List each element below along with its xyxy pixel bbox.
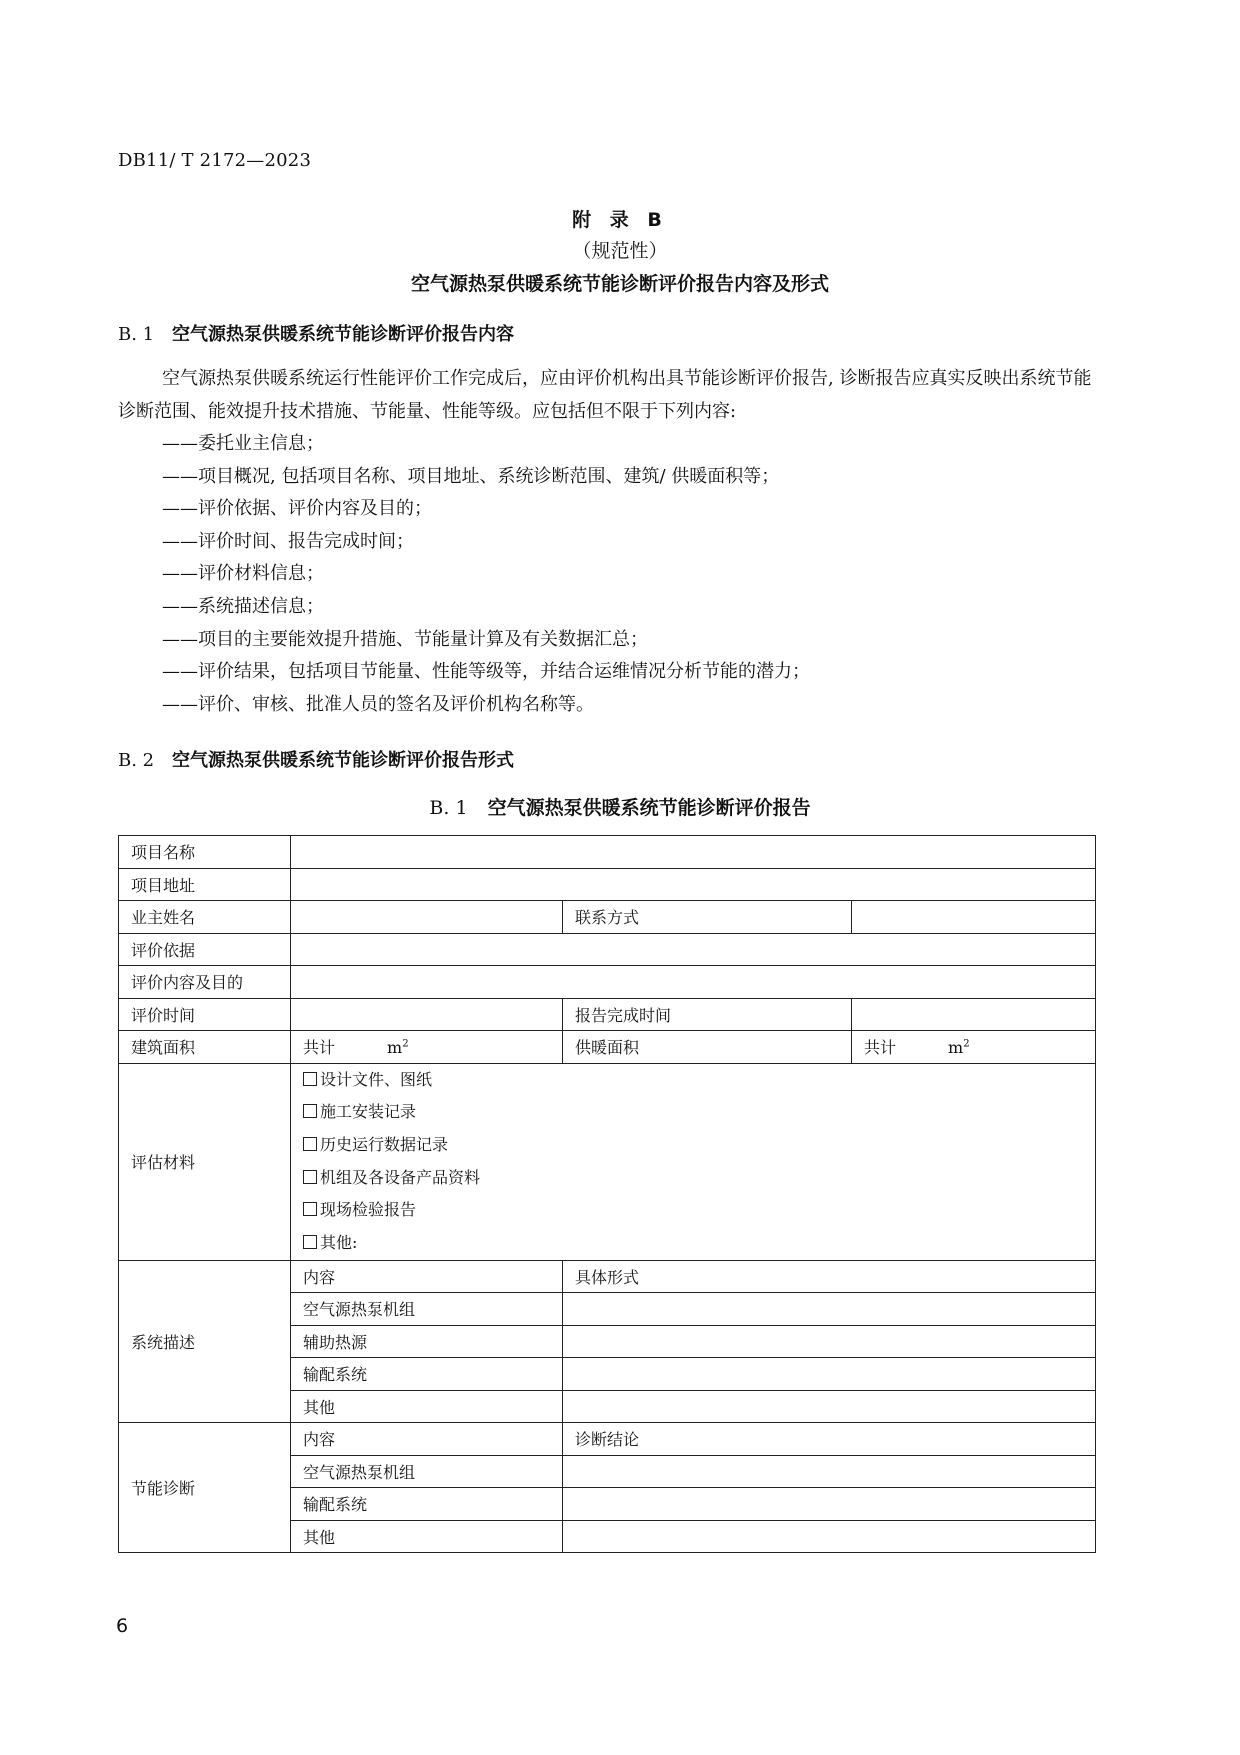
table-row: [119, 868, 1096, 901]
diagnosis-conclusion-header: 诊断结论: [563, 1423, 1096, 1456]
section-b1-number: B. 1: [118, 324, 155, 345]
list-item: ——项目的主要能效提升措施、节能量计算及有关数据汇总；: [162, 628, 648, 650]
list-item: ——项目概况, 包括项目名称、项目地址、系统诊断范围、建筑/ 供暖面积等；: [162, 465, 780, 487]
report-time-field[interactable]: [852, 998, 1096, 1031]
system-row-field[interactable]: [563, 1390, 1096, 1423]
report-time-label: 报告完成时间: [563, 998, 852, 1031]
table-caption-number: B. 1: [429, 797, 468, 819]
diagnosis-row-field[interactable]: [563, 1520, 1096, 1553]
system-row-label: 辅助热源: [291, 1325, 563, 1358]
building-area-label: 建筑面积: [119, 1031, 291, 1064]
system-row-label: 空气源热泵机组: [291, 1293, 563, 1326]
material-option[interactable]: 设计文件、图纸: [303, 1064, 1095, 1097]
checkbox-icon[interactable]: [303, 1072, 317, 1086]
project-address-label: 项目地址: [119, 868, 291, 901]
list-item: ——委托业主信息；: [162, 433, 324, 454]
project-name-field[interactable]: [291, 836, 1096, 869]
material-option[interactable]: 历史运行数据记录: [303, 1129, 1095, 1162]
list-item: ——评价结果，包括项目节能量、性能等级等，并结合运维情况分析节能的潜力；: [162, 661, 810, 683]
section-b1-paragraph: 空气源热泵供暖系统运行性能评价工作完成后，应由评价机构出具节能诊断评价报告, 诊断报告应真实反映出系统节能诊断范围、能效提升技术措施、节能量、性能等级。应包括但不限于下列内容:: [118, 368, 1092, 422]
system-form-header: 具体形式: [563, 1260, 1096, 1293]
material-option[interactable]: 机组及各设备产品资料: [303, 1162, 1095, 1195]
table-row: [119, 966, 1096, 999]
basis-field[interactable]: [291, 933, 1096, 966]
diagnosis-row-field[interactable]: [563, 1455, 1096, 1488]
checkbox-icon[interactable]: [303, 1202, 317, 1216]
section-b1-heading: [118, 320, 514, 346]
materials-label: 评估材料: [119, 1063, 291, 1260]
report-form-table: [118, 835, 1096, 1553]
system-row-label: 输配系统: [291, 1358, 563, 1391]
owner-name-field[interactable]: [291, 901, 563, 934]
checkbox-icon[interactable]: [303, 1170, 317, 1184]
project-name-label: 项目名称: [119, 836, 291, 869]
checkbox-icon[interactable]: [303, 1104, 317, 1118]
diagnosis-label: 节能诊断: [119, 1423, 291, 1553]
unit-superscript: 2: [402, 1038, 409, 1050]
diagnosis-row-label: 输配系统: [291, 1488, 563, 1521]
project-address-field[interactable]: [291, 868, 1096, 901]
system-row-field[interactable]: [563, 1325, 1096, 1358]
eval-time-label: 评价时间: [119, 998, 291, 1031]
table-row: [119, 901, 1096, 934]
table-row: [119, 1031, 1096, 1064]
table-row: [119, 836, 1096, 869]
table-caption-title: 空气源热泵供暖系统节能诊断评价报告: [487, 797, 811, 819]
annex-label: 附 录 B: [572, 209, 668, 231]
system-desc-label: 系统描述: [119, 1260, 291, 1423]
total-text: 共计: [864, 1038, 897, 1058]
materials-cell: [291, 1063, 1096, 1260]
table-row: [119, 998, 1096, 1031]
page-number: 6: [116, 1615, 129, 1637]
section-b2-number: B. 2: [118, 750, 155, 771]
heating-area-field[interactable]: [852, 1031, 1096, 1064]
list-item: ——评价、审核、批准人员的签名及评价机构名称等。: [162, 693, 594, 715]
list-item: ——系统描述信息；: [162, 595, 324, 617]
table-row: [119, 1423, 1096, 1456]
section-b2-heading: [118, 746, 514, 772]
annex-title: 空气源热泵供暖系统节能诊断评价报告内容及形式: [410, 273, 829, 295]
checkbox-icon[interactable]: [303, 1235, 317, 1249]
section-b1-title: 空气源热泵供暖系统节能诊断评价报告内容: [172, 324, 514, 345]
section-b2-title: 空气源热泵供暖系统节能诊断评价报告形式: [172, 750, 514, 771]
basis-label: 评价依据: [119, 933, 291, 966]
table-caption: [0, 793, 1240, 820]
diagnosis-content-header: 内容: [291, 1423, 563, 1456]
unit-text: m: [948, 1038, 964, 1058]
list-item: ——评价依据、评价内容及目的；: [162, 498, 432, 520]
building-area-field[interactable]: [291, 1031, 563, 1064]
total-text: 共计: [303, 1038, 336, 1058]
system-row-field[interactable]: [563, 1293, 1096, 1326]
owner-name-label: 业主姓名: [119, 901, 291, 934]
material-option[interactable]: 其他:: [303, 1227, 1095, 1260]
standard-code: DB11/ T 2172—2023: [118, 150, 312, 171]
unit-superscript: 2: [963, 1038, 970, 1050]
diagnosis-row-label: 其他: [291, 1520, 563, 1553]
annex-nature: （规范性）: [572, 240, 668, 262]
system-row-field[interactable]: [563, 1358, 1096, 1391]
material-option[interactable]: 现场检验报告: [303, 1194, 1095, 1227]
contact-field[interactable]: [852, 901, 1096, 934]
list-item: ——评价时间、报告完成时间；: [162, 530, 414, 552]
eval-time-field[interactable]: [291, 998, 563, 1031]
diagnosis-row-label: 空气源热泵机组: [291, 1455, 563, 1488]
unit-text: m: [387, 1038, 403, 1058]
diagnosis-row-field[interactable]: [563, 1488, 1096, 1521]
system-row-label: 其他: [291, 1390, 563, 1423]
system-content-header: 内容: [291, 1260, 563, 1293]
contact-label: 联系方式: [563, 901, 852, 934]
checkbox-icon[interactable]: [303, 1137, 317, 1151]
content-purpose-field[interactable]: [291, 966, 1096, 999]
table-row: [119, 1063, 1096, 1260]
table-row: [119, 933, 1096, 966]
content-purpose-label: 评价内容及目的: [119, 966, 291, 999]
content-list: [162, 428, 810, 721]
list-item: ——评价材料信息；: [162, 563, 324, 585]
table-row: [119, 1260, 1096, 1293]
heating-area-label: 供暖面积: [563, 1031, 852, 1064]
material-option[interactable]: 施工安装记录: [303, 1096, 1095, 1129]
